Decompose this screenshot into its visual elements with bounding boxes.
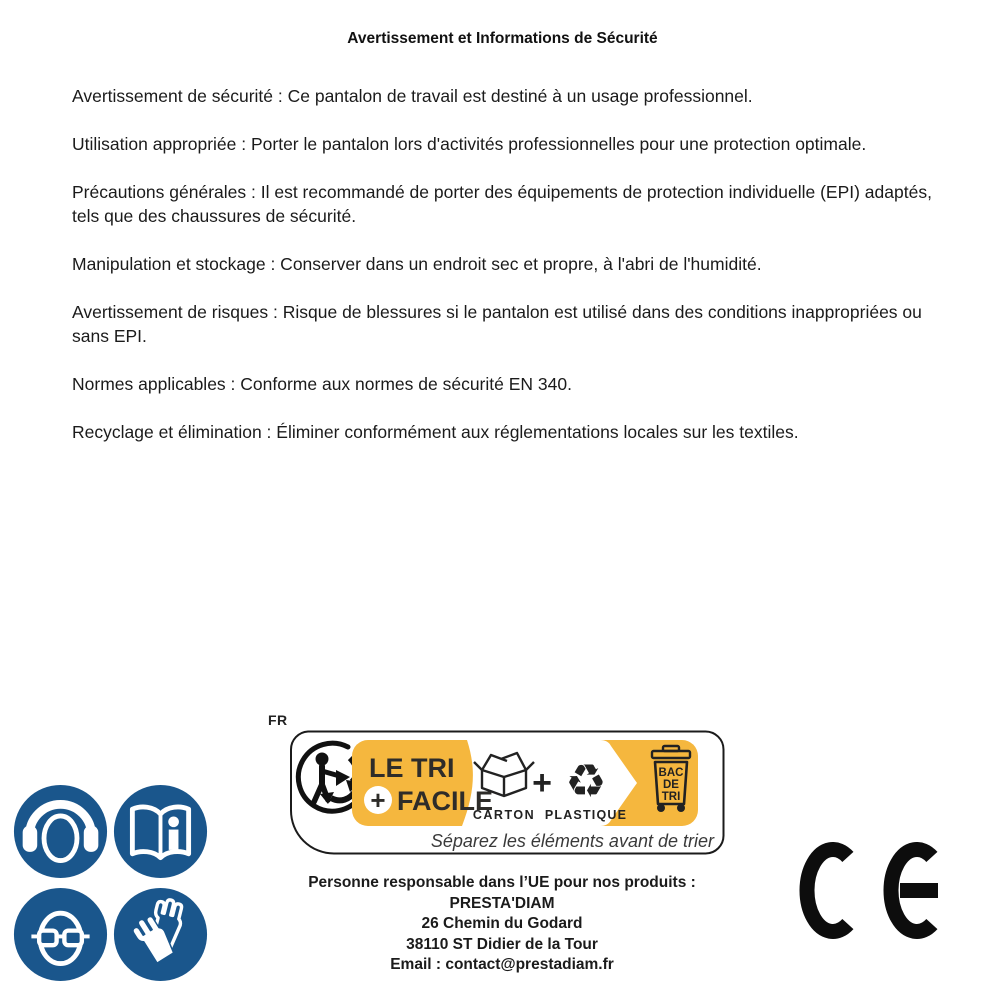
responsible-company: PRESTA'DIAM [449, 894, 555, 912]
paragraph-general-precautions: Précautions générales : Il est recommandé de porter des équipements de protection individuelle (EPI) adaptés, tels que des chaussures de sécurité. [72, 182, 932, 226]
eu-responsible-person-block [252, 873, 752, 976]
page-title: Avertissement et Informations de Sécurité [347, 30, 658, 47]
responsible-email: Email : contact@prestadiam.fr [390, 956, 614, 973]
headline-le-tri: LE TRI [369, 753, 455, 783]
paragraph-appropriate-use: Utilisation appropriée : Porter le pantalon lors d'activités professionnelles pour une protection optimale. [72, 134, 867, 154]
country-code-label: FR [268, 712, 288, 728]
responsible-intro: Personne responsable dans l’UE pour nos produits : [308, 874, 696, 891]
ce-marking-icon [798, 842, 940, 940]
paragraph-handling-storage: Manipulation et stockage : Conserver dans un endroit sec et propre, à l'abri de l'humidité. [72, 254, 762, 274]
mandatory-safety-pictograms [12, 783, 210, 987]
paragraph-standards: Normes applicables : Conforme aux normes de sécurité EN 340. [72, 374, 572, 394]
bin-label-bac: BAC [658, 767, 684, 779]
materials-plus-sign: + [532, 764, 552, 802]
read-instruction-manual-icon [112, 783, 209, 880]
infotri-label-graphic [270, 730, 726, 858]
wear-eye-protection-icon [12, 886, 109, 983]
responsible-city: 38110 ST Didier de la Tour [406, 935, 598, 953]
safety-paragraphs [72, 84, 940, 468]
bin-label-de: DE [663, 779, 679, 791]
paragraph-risk-warning: Avertissement de risques : Risque de blessures si le pantalon est utilisé dans des conditions inappropriées ou sans EPI. [72, 302, 922, 346]
headline-facile: FACILE [397, 786, 494, 816]
material-plastique-label: PLASTIQUE [544, 808, 628, 822]
wear-ear-protection-icon [12, 783, 109, 880]
paragraph-safety-warning: Avertissement de sécurité : Ce pantalon de travail est destiné à un usage professionnel. [72, 86, 753, 106]
recycling-symbol-icon: ♻ [565, 754, 607, 808]
sorting-instruction: Séparez les éléments avant de trier [430, 831, 714, 851]
wear-protective-gloves-icon [112, 886, 209, 983]
responsible-street: 26 Chemin du Godard [421, 915, 583, 932]
paragraph-recycling: Recyclage et élimination : Éliminer conformément aux réglementations locales sur les textiles. [72, 422, 799, 442]
bin-label-tri: TRI [661, 791, 681, 803]
infotri-recycling-label [270, 730, 726, 863]
material-carton-label: CARTON [472, 808, 536, 822]
headline-plus: + [370, 785, 386, 815]
